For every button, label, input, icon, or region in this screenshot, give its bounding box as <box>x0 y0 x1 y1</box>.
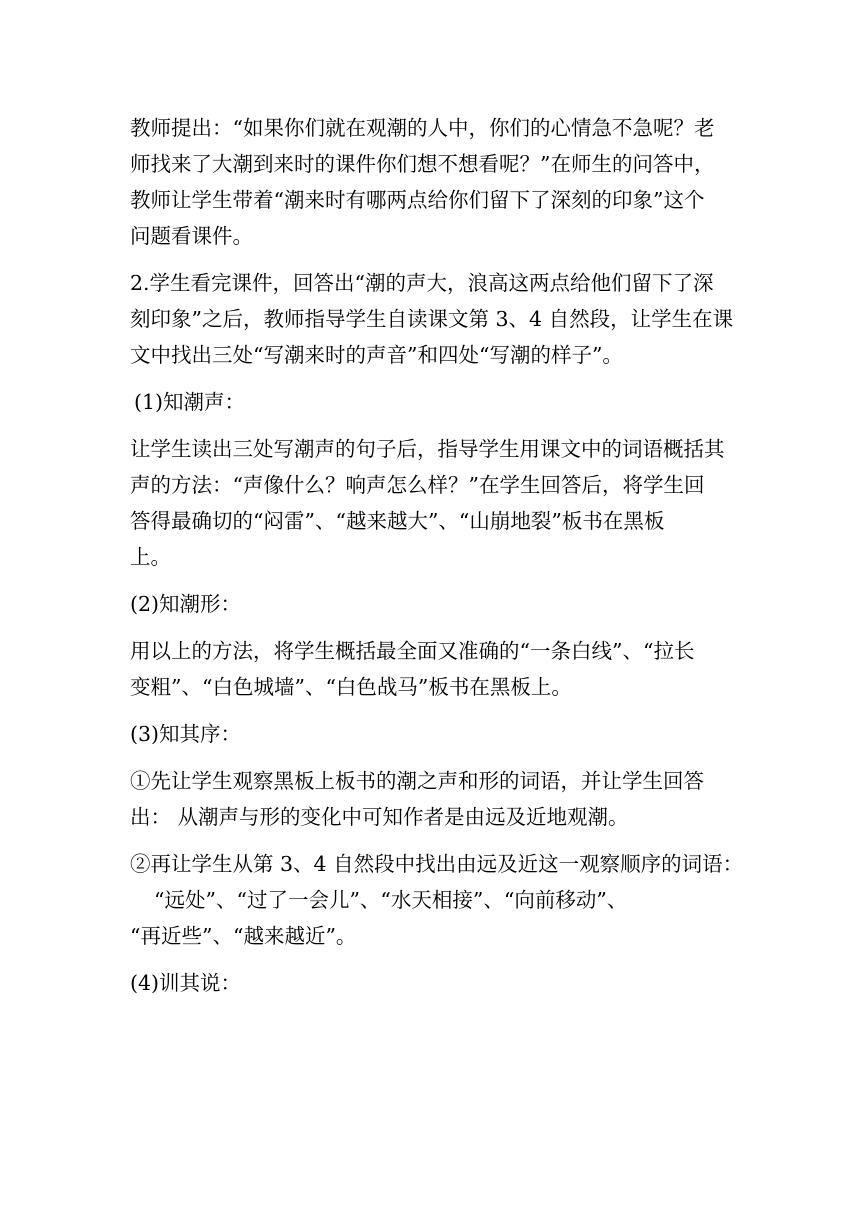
text-line: 让学生读出三处写潮声的句子后，指导学生用课文中的词语概括其 <box>130 437 725 461</box>
heading-know-order <box>130 716 740 752</box>
text-line: (3)知其序： <box>130 722 242 746</box>
text-line: 答得最确切的“闷雷”、“越来越大”、“山崩地裂”板书在黑板 <box>130 509 665 533</box>
text-line: “再近些”、“越来越近”。 <box>130 924 357 948</box>
paragraph-tide-shape <box>130 633 740 705</box>
text-line: “远处”、“过了一会儿”、“水天相接”、“向前移动”、 <box>154 888 628 912</box>
text-line: ①先让学生观察黑板上板书的潮之声和形的词语，并让学生回答 <box>130 769 704 793</box>
paragraph-order-step-2 <box>130 846 744 954</box>
text-line: 出： 从潮声与形的变化中可知作者是由远及近地观潮。 <box>130 805 629 829</box>
heading-know-tide-sound <box>130 384 740 420</box>
text-line: 刻印象”之后，教师指导学生自读课文第 3、4 自然段，让学生在课 <box>130 307 734 331</box>
text-line: 上。 <box>130 545 171 569</box>
document-body <box>130 110 744 1012</box>
heading-train-speaking <box>130 965 740 1001</box>
paragraph-step-2 <box>130 265 740 373</box>
text-line: 问题看课件。 <box>130 224 253 248</box>
text-line: 声的方法：“声像什么？响声怎么样？”在学生回答后，将学生回 <box>130 473 705 497</box>
text-line: 变粗”、“白色城墙”、“白色战马”板书在黑板上。 <box>130 675 572 699</box>
text-line: 2.学生看完课件，回答出“潮的声大，浪高这两点给他们留下了深 <box>130 271 714 295</box>
paragraph-tide-sound <box>130 431 740 575</box>
paragraph-order-step-1 <box>130 763 740 835</box>
text-line: 教师让学生带着“潮来时有哪两点给你们留下了深刻的印象”这个 <box>130 188 705 212</box>
heading-know-tide-shape <box>130 586 740 622</box>
text-line: 用以上的方法，将学生概括最全面又准确的“一条白线”、“拉长 <box>130 639 695 663</box>
text-line: 师找来了大潮到来时的课件你们想不想看呢？”在师生的问答中， <box>130 152 715 176</box>
paragraph-teacher-question <box>130 110 740 254</box>
text-line: 教师提出：“如果你们就在观潮的人中，你们的心情急不急呢？老 <box>130 116 715 140</box>
text-line: (2)知潮形： <box>130 592 242 616</box>
text-line: ②再让学生从第 3、4 自然段中找出由远及近这一观察顺序的词语： <box>130 852 744 876</box>
text-line: 文中找出三处“写潮来时的声音”和四处“写潮的样子”。 <box>130 343 623 367</box>
text-line: (4)训其说： <box>130 971 242 995</box>
text-line: (1)知潮声： <box>134 390 246 414</box>
